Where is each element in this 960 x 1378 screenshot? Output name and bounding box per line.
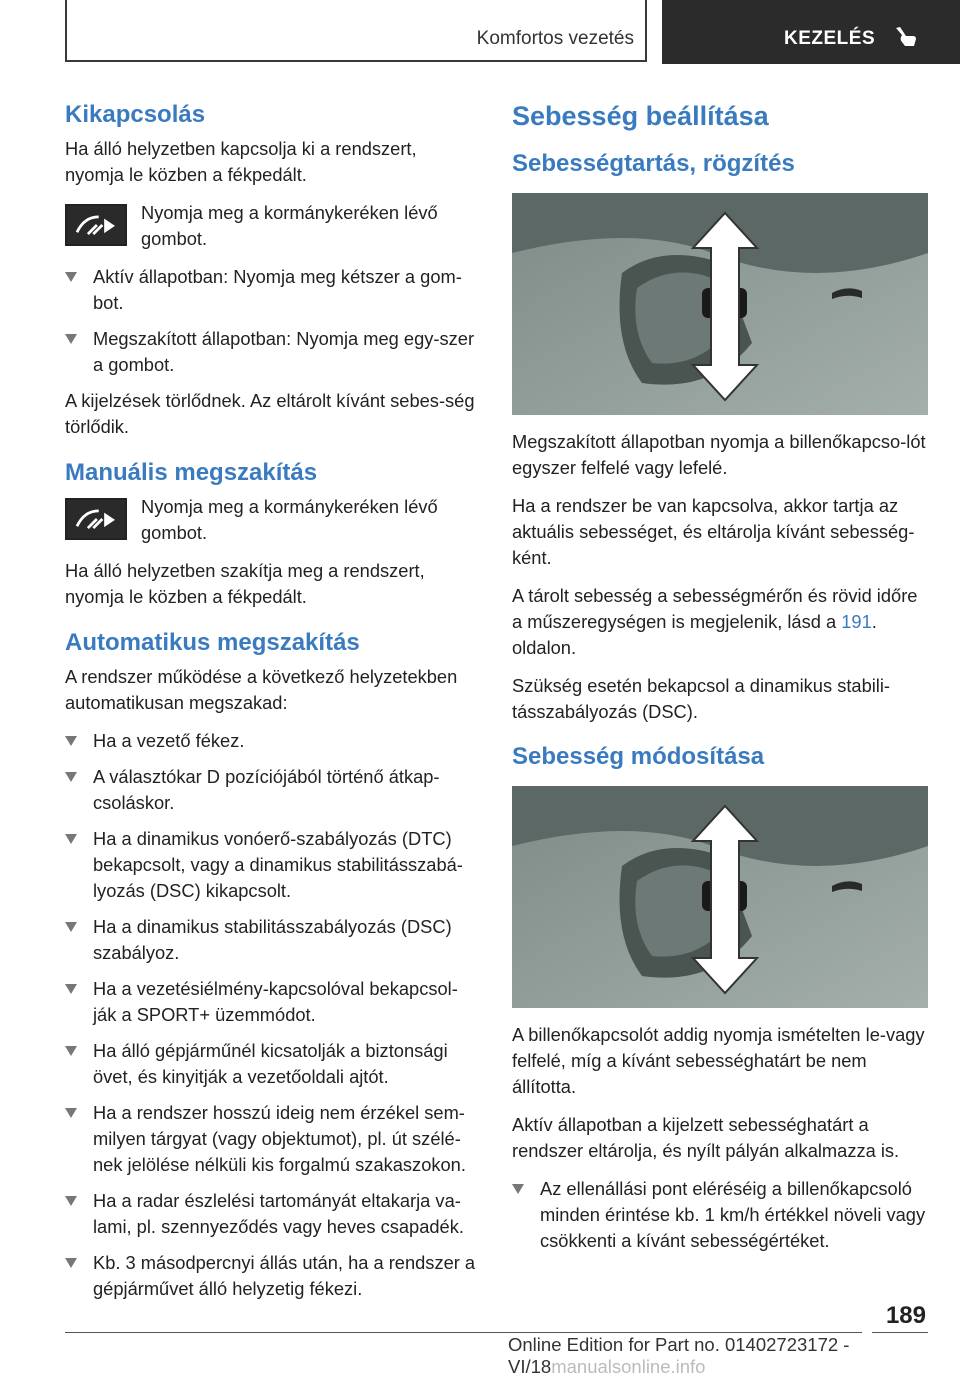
icon-row [65,200,477,252]
chapter-tab [662,0,960,64]
heading-speed-setting: Sebesség beállítása [512,101,769,131]
steering-wheel-rocker-switch-photo [512,786,928,1008]
watermark: manualsonline.info [551,1356,706,1377]
paragraph-clear: A kijelzések törlődnek. Az eltárolt kívánt sebes-ség törlődik. [65,390,475,437]
bullet-triangle-icon [65,334,77,344]
bullet-triangle-icon [512,1184,524,1194]
list-item: Megszakított állapotban: Nyomja meg egy-szer a gombot. [65,326,477,378]
bullet-triangle-icon [65,1196,77,1206]
bullet-triangle-icon [65,1258,77,1268]
list-item: A választókar D pozíciójából történő átkap-csoláskor. [65,764,477,816]
section-title: Komfortos vezetés [476,28,634,49]
hand-pointer-icon [892,24,918,50]
bullet-triangle-icon [65,922,77,932]
heading-speed-hold: Sebességtartás, rögzítés [512,150,795,178]
list-item: Ha a vezetésiélmény-kapcsolóval bekapcsol-ják a SPORT+ üzemmódot. [65,976,477,1028]
list-item: Az ellenállási pont eléréséig a billenőkapcsoló minden érintése kb. 1 km/h értékkel növeli vagy csökkenti a kívánt sebességértéket. [512,1176,928,1254]
page-ref-link[interactable]: 191 [841,611,872,633]
list-item: Ha a dinamikus vonóerő-szabályozás (DTC) bekapcsolt, vagy a dinamikus stabilitásszabá-lyozás (DSC) kikapcsolt. [65,826,477,904]
cruise-control-button-icon [65,204,127,246]
icon-row-text: Nyomja meg a kormánykeréken lévő gombot. [141,202,438,249]
page-number: 189 [885,1302,926,1329]
paragraph-manual: Ha álló helyzetben szakítja meg a rendszert, nyomja le közben a fékpedált. [65,560,425,607]
icon-row [65,494,477,546]
heading-kikapcsolas: Kikapcsolás [65,101,206,128]
bullet-triangle-icon [65,1046,77,1056]
right-column [512,100,928,1264]
list-item: Aktív állapotban: Nyomja meg kétszer a gom-bot. [65,264,477,316]
footer-rule [65,1332,862,1333]
left-column [65,100,477,1312]
footer-rule [872,1332,928,1333]
bullet-list-auto [65,728,477,1302]
bullet-list-off [65,264,477,378]
heading-manual: Manuális megszakítás [65,459,318,486]
icon-row-text: Nyomja meg a kormánykeréken lévő gombot. [141,496,438,543]
heading-speed-change: Sebesség módosítása [512,743,765,771]
bullet-triangle-icon [65,772,77,782]
heading-auto: Automatikus megszakítás [65,629,360,656]
list-item: Kb. 3 másodpercnyi állás után, ha a rendszer a gépjárművet álló helyzetig fékezi. [65,1250,477,1302]
paragraph-hold-4: Szükség esetén bekapcsol a dinamikus stabili-tásszabályozás (DSC). [512,675,891,723]
paragraph-hold-3: A tárolt sebesség a sebességmérőn és rövid időre a műszeregységen is megjelenik, lásd a 191. oldalon. [512,585,918,659]
paragraph-change-2: Aktív állapotban a kijelzett sebességhatárt a rendszer eltárolja, és nyílt pályán alkalmazza is. [512,1113,900,1161]
steering-wheel-rocker-switch-photo [512,193,928,415]
cruise-control-button-icon [65,498,127,540]
paragraph-hold-1: Megszakított állapotban nyomja a billenőkapcso-lót egyszer felfelé vagy lefelé. [512,431,926,479]
list-item: Ha a dinamikus stabilitásszabályozás (DSC) szabályoz. [65,914,477,966]
paragraph-off: Ha álló helyzetben kapcsolja ki a rendszert, nyomja le közben a fékpedált. [65,138,417,185]
bullet-triangle-icon [65,1108,77,1118]
chapter-tab-label: KEZELÉS [784,28,876,49]
footer-edition: Online Edition for Part no. 01402723172 - VI/18manualsonline.info [508,1334,850,1377]
paragraph-change-1: A billenőkapcsolót addig nyomja ismételten le-vagy felfelé, míg a kívánt sebességhatárt be nem állította. [512,1023,925,1097]
list-item: Ha a vezető fékez. [65,728,477,754]
paragraph-auto: A rendszer működése a következő helyzetekben automatikusan megszakad: [65,666,458,713]
bullet-triangle-icon [65,272,77,282]
bullet-triangle-icon [65,834,77,844]
bullet-triangle-icon [65,736,77,746]
list-item: Ha a rendszer hosszú ideig nem érzékel sem-milyen tárgyat (vagy objektumot), pl. út szélé-nek jelölése nélküli kis forgalmú szakaszokon. [65,1100,477,1178]
paragraph-hold-2: Ha a rendszer be van kapcsolva, akkor tartja az aktuális sebességet, és eltárolja kívánt sebesség-ként. [512,495,915,569]
list-item: Ha álló gépjárműnél kicsatolják a biztonsági övet, és kinyitják a vezetőoldali ajtót. [65,1038,477,1090]
bullet-list-change [512,1176,928,1254]
list-item: Ha a radar észlelési tartományát eltakarja va-lami, pl. szennyeződés vagy heves csapadék. [65,1188,477,1240]
bullet-triangle-icon [65,984,77,994]
